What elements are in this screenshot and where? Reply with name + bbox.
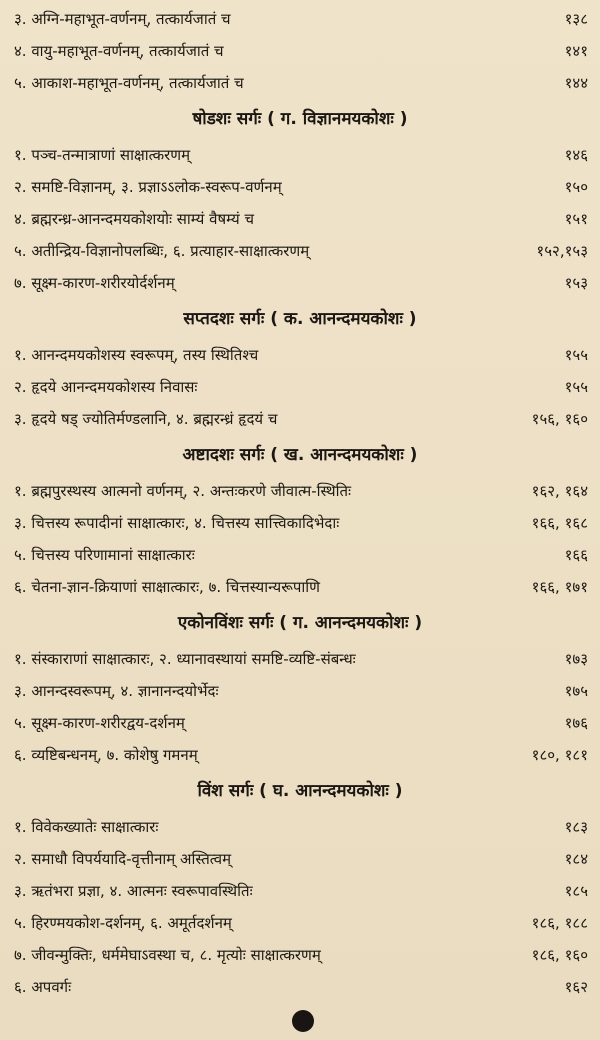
toc-entry	[0, 203, 600, 235]
chapter-heading: षोडशः सर्गः ( ग. विज्ञानमयकोशः )	[192, 109, 408, 129]
toc-entry-page: १७६	[564, 714, 588, 732]
toc-entry	[0, 739, 600, 771]
chapter-heading: विंश सर्गः ( घ. आनन्दमयकोशः )	[197, 781, 403, 801]
toc-entry-page: १८६, १६०	[531, 946, 588, 964]
toc-entry-title: ३. चित्तस्य रूपादीनां साक्षात्कारः, ४. चित्तस्य सात्त्विकादिभेदाः	[14, 514, 340, 532]
toc-entry-page: १८०, १८१	[531, 746, 588, 764]
toc-entry	[0, 67, 600, 99]
toc-entry	[0, 139, 600, 171]
toc-entry-title: ५. अतीन्द्रिय-विज्ञानोपलब्धिः, ६. प्रत्याहार-साक्षात्करणम्	[14, 242, 310, 260]
toc-entry	[0, 475, 600, 507]
toc-entry-page: १८३	[564, 818, 588, 836]
toc-entry-title: ७. सूक्ष्म-कारण-शरीरयोर्दर्शनम्	[14, 274, 175, 292]
toc-entry-title: १. संस्काराणां साक्षात्कारः, २. ध्यानावस्थायां समष्टि-व्यष्टि-संबन्धः	[14, 650, 356, 668]
toc-entry-title: २. हृदये आनन्दमयकोशस्य निवासः	[14, 378, 198, 396]
toc-entry-page: १६२, १६४	[531, 482, 588, 500]
toc-entry-page: १६६	[564, 546, 588, 564]
toc-entry-title: ४. ब्रह्मरन्ध्र-आनन्दमयकोशयोः साम्यं वैषम्यं च	[14, 210, 255, 228]
toc-entry	[0, 843, 600, 875]
toc-entry-page: १४४	[564, 74, 588, 92]
toc-entry-title: १. विवेकख्यातेः साक्षात्कारः	[14, 818, 159, 836]
chapter-heading: अष्टादशः सर्गः ( ख. आनन्दमयकोशः )	[182, 445, 418, 465]
toc-entry-page: १३८	[564, 10, 588, 28]
toc-entry-title: ३. आनन्दस्वरूपम्, ४. ज्ञानानन्दयोर्भेदः	[14, 682, 219, 700]
toc-entry-title: ५. आकाश-महाभूत-वर्णनम्, तत्कार्यजातं च	[14, 74, 244, 92]
toc-entry-title: १. पञ्च-तन्मात्राणां साक्षात्करणम्	[14, 146, 191, 164]
toc-entry	[0, 171, 600, 203]
chapter-heading: सप्तदशः सर्गः ( क. आनन्दमयकोशः )	[183, 309, 417, 329]
toc-entry-title: ७. जीवन्मुक्तिः, धर्ममेघाऽवस्था च, ८. मृत्योः साक्षात्करणम्	[14, 946, 321, 964]
toc-entry	[0, 675, 600, 707]
toc-entry-title: ४. वायु-महाभूत-वर्णनम्, तत्कार्यजातं च	[14, 42, 224, 60]
toc-entry	[0, 971, 600, 1003]
toc-entry-title: ५. चित्तस्य परिणामानां साक्षात्कारः	[14, 546, 195, 564]
toc-entry-page: १७५	[564, 682, 588, 700]
toc-entry-page: १५५	[564, 346, 588, 364]
toc-entry-title: ५. सूक्ष्म-कारण-शरीरद्वय-दर्शनम्	[14, 714, 185, 732]
toc-entry	[0, 539, 600, 571]
toc-entry-title: ५. हिरण्मयकोश-दर्शनम्, ६. अमूर्तदर्शनम्	[14, 914, 232, 932]
toc-entry-title: ६. व्यष्टिबन्धनम्, ७. कोशेषु गमनम्	[14, 746, 198, 764]
toc-entry	[0, 643, 600, 675]
toc-entry-page: १८५	[564, 882, 588, 900]
toc-entry	[0, 339, 600, 371]
toc-entry-page: १८४	[564, 850, 588, 868]
toc-entry	[0, 939, 600, 971]
toc-entry	[0, 267, 600, 299]
toc-entry	[0, 707, 600, 739]
toc-entry	[0, 235, 600, 267]
toc-entry	[0, 371, 600, 403]
toc-entry-page: १५१	[564, 210, 588, 228]
table-of-contents	[0, 3, 600, 1003]
toc-entry	[0, 875, 600, 907]
page-marker-dot	[292, 1010, 314, 1032]
toc-entry-page: १५२,१५३	[536, 242, 588, 260]
toc-entry-page: १५०	[564, 178, 588, 196]
chapter-heading: एकोनविंशः सर्गः ( ग. आनन्दमयकोशः )	[177, 613, 423, 633]
toc-entry-title: ३. अग्नि-महाभूत-वर्णनम्, तत्कार्यजातं च	[14, 10, 231, 28]
toc-entry-page: १४६	[564, 146, 588, 164]
toc-entry-page: १८६, १८८	[531, 914, 588, 932]
toc-entry-page: १७३	[564, 650, 588, 668]
toc-entry-title: २. समष्टि-विज्ञानम्, ३. प्रज्ञाऽऽलोक-स्वरूप-वर्णनम्	[14, 178, 282, 196]
toc-entry-title: १. ब्रह्मपुरस्थस्य आत्मनो वर्णनम्, २. अन्तःकरणे जीवात्म-स्थितिः	[14, 482, 352, 500]
toc-entry	[0, 35, 600, 67]
toc-entry	[0, 907, 600, 939]
toc-entry-title: ६. अपवर्गः	[14, 978, 72, 996]
toc-entry-title: १. आनन्दमयकोशस्य स्वरूपम्, तस्य स्थितिश्च	[14, 346, 259, 364]
toc-entry-page: १५६, १६०	[531, 410, 588, 428]
toc-entry-page: १६६, १७१	[531, 578, 588, 596]
toc-entry	[0, 507, 600, 539]
toc-entry	[0, 571, 600, 603]
toc-entry	[0, 403, 600, 435]
toc-entry	[0, 3, 600, 35]
toc-entry-title: ६. चेतना-ज्ञान-क्रियाणां साक्षात्कारः, ७. चित्तस्यान्यरूपाणि	[14, 578, 321, 596]
toc-entry-title: २. समाधौ विपर्ययादि-वृत्तीनाम् अस्तित्वम्	[14, 850, 232, 868]
toc-entry-page: १६६, १६८	[531, 514, 588, 532]
toc-entry-page: १४१	[564, 42, 588, 60]
toc-entry-page: १६२	[564, 978, 588, 996]
toc-entry	[0, 811, 600, 843]
toc-entry-title: ३. हृदये षड् ज्योतिर्मण्डलानि, ४. ब्रह्मरन्ध्रं हृदयं च	[14, 410, 278, 428]
toc-entry-page: १५३	[564, 274, 588, 292]
toc-entry-page: १५५	[564, 378, 588, 396]
toc-entry-title: ३. ऋतंभरा प्रज्ञा, ४. आत्मनः स्वरूपावस्थितिः	[14, 882, 253, 900]
